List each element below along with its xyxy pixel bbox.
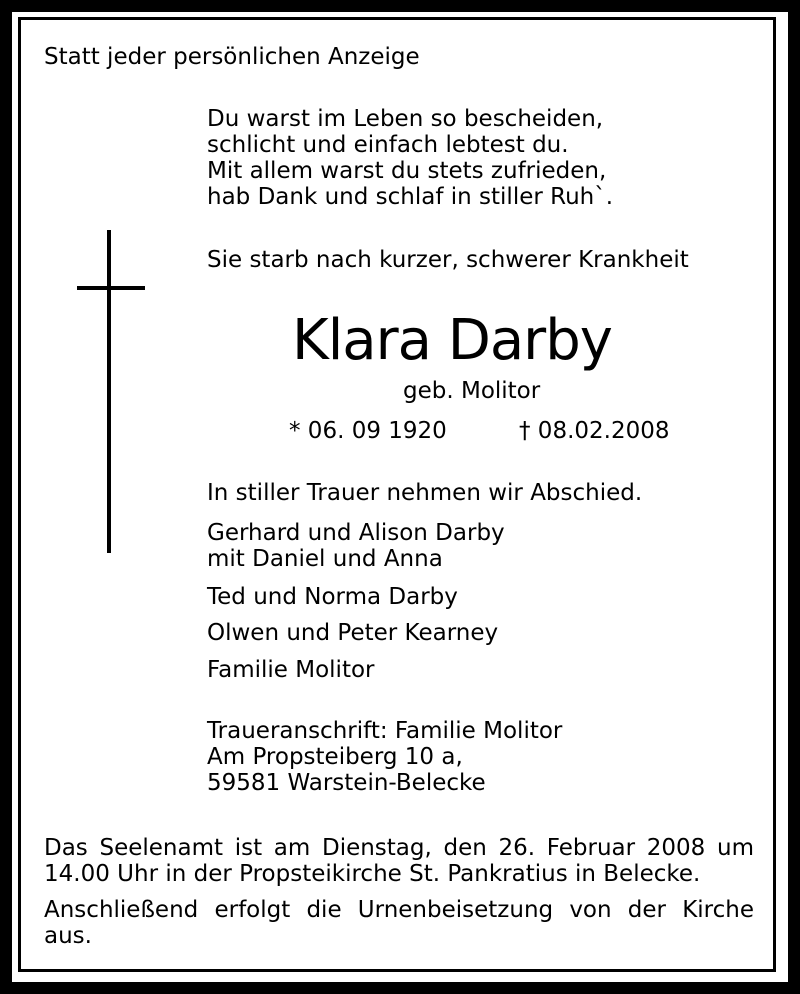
poem-line: hab Dank und schlaf in stiller Ruh`.: [207, 184, 614, 210]
mourner: Gerhard und Alison Darby: [207, 520, 505, 546]
address-line: 59581 Warstein-Belecke: [207, 770, 486, 796]
mourner: Familie Molitor: [207, 657, 375, 683]
mourner: Olwen und Peter Kearney: [207, 620, 499, 646]
service-line: Das Seelenamt ist am Dienstag, den 26. Februar 2008 um: [44, 835, 754, 861]
poem-line: Du warst im Leben so bescheiden,: [207, 106, 604, 132]
intro-line: Statt jeder persönlichen Anzeige: [44, 44, 420, 70]
illness-line: Sie starb nach kurzer, schwerer Krankheit: [207, 247, 689, 273]
address-line: Am Propsteiberg 10 a,: [207, 744, 463, 770]
service-line: 14.00 Uhr in der Propsteikirche St. Pankratius in Belecke.: [44, 861, 701, 887]
poem-line: schlicht und einfach lebtest du.: [207, 132, 569, 158]
mourner: Ted und Norma Darby: [207, 584, 458, 610]
mourning-line: In stiller Trauer nehmen wir Abschied.: [207, 480, 643, 506]
cross-vertical-bar: [107, 230, 111, 553]
burial-line: aus.: [44, 923, 92, 949]
cross-horizontal-bar: [77, 286, 145, 290]
address-line: Traueranschrift: Familie Molitor: [207, 718, 563, 744]
birth-date: * 06. 09 1920: [289, 418, 447, 444]
birth-name: geb. Molitor: [403, 378, 541, 404]
death-date: † 08.02.2008: [519, 418, 670, 444]
poem-line: Mit allem warst du stets zufrieden,: [207, 158, 607, 184]
mourner: mit Daniel und Anna: [207, 546, 443, 572]
burial-line: Anschließend erfolgt die Urnenbeisetzung von der Kirche: [44, 897, 754, 923]
deceased-name: Klara Darby: [292, 308, 612, 373]
